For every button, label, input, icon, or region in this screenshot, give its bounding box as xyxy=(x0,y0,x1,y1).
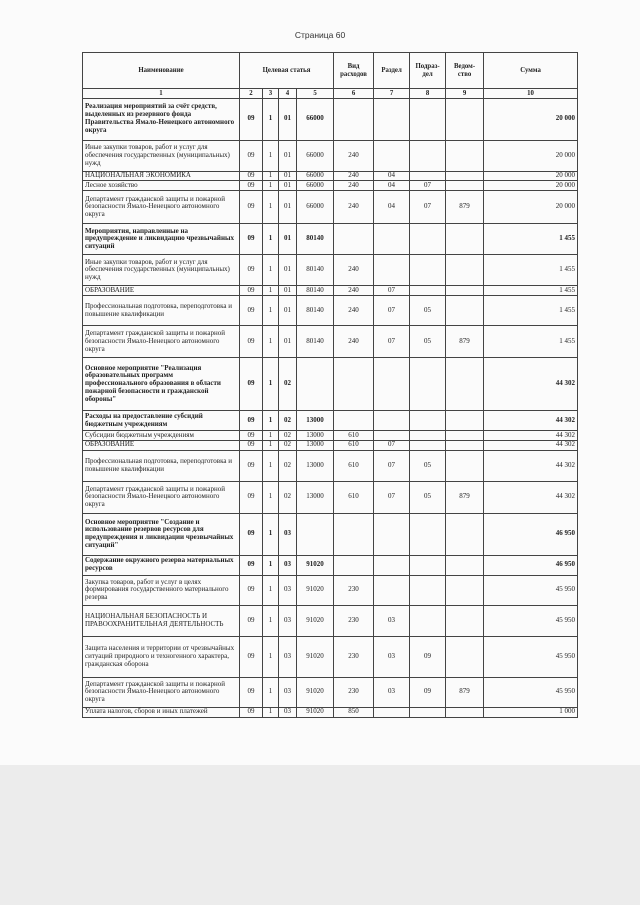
department-cell xyxy=(446,636,484,677)
row-name-cell: Основное мероприятие "Реализация образовательных программ профессионального образования в области пожарной безопасности и гражданской обороны" xyxy=(83,358,240,411)
subsection-cell: 05 xyxy=(410,481,446,513)
header-section: Раздел xyxy=(374,53,410,89)
subsection-cell xyxy=(410,358,446,411)
subprogram-code-cell: 1 xyxy=(263,677,279,707)
row-name-cell: ОБРАЗОВАНИЕ xyxy=(83,440,240,450)
expense-type-cell: 850 xyxy=(334,707,374,717)
subsection-cell xyxy=(410,440,446,450)
table-row xyxy=(83,326,578,358)
row-name-cell: Департамент гражданской защиты и пожарной безопасности Ямало-Ненецкого автономного округа xyxy=(83,677,240,707)
gov-program-code-cell: 09 xyxy=(240,707,263,717)
amount-cell: 44 302 xyxy=(484,450,578,481)
header-amount: Сумма xyxy=(484,53,578,89)
department-cell xyxy=(446,513,484,555)
subsection-cell: 05 xyxy=(410,296,446,326)
gov-program-code-cell: 09 xyxy=(240,481,263,513)
subprogram-code-cell: 1 xyxy=(263,513,279,555)
column-number: 3 xyxy=(263,89,279,99)
section-cell xyxy=(374,431,410,441)
subsection-cell: 09 xyxy=(410,636,446,677)
section-cell: 07 xyxy=(374,326,410,358)
row-name-cell: НАЦИОНАЛЬНАЯ ЭКОНОМИКА xyxy=(83,171,240,181)
gov-program-code-cell: 09 xyxy=(240,605,263,636)
gov-program-code-cell: 09 xyxy=(240,326,263,358)
budget-table xyxy=(82,52,578,718)
department-cell: 879 xyxy=(446,677,484,707)
subsection-cell: 05 xyxy=(410,326,446,358)
subsection-cell: 07 xyxy=(410,181,446,191)
main-event-code-cell: 01 xyxy=(279,140,297,171)
direction-code-cell: 80140 xyxy=(297,326,334,358)
main-event-code-cell: 01 xyxy=(279,286,297,296)
expense-type-cell: 240 xyxy=(334,326,374,358)
department-cell: 879 xyxy=(446,481,484,513)
table-row xyxy=(83,411,578,431)
subprogram-code-cell: 1 xyxy=(263,224,279,255)
expense-type-cell: 240 xyxy=(334,286,374,296)
direction-code-cell: 91020 xyxy=(297,707,334,717)
subprogram-code-cell: 1 xyxy=(263,98,279,140)
gov-program-code-cell: 09 xyxy=(240,255,263,286)
main-event-code-cell: 03 xyxy=(279,513,297,555)
table-row xyxy=(83,191,578,224)
subsection-cell xyxy=(410,140,446,171)
amount-cell: 1 455 xyxy=(484,286,578,296)
main-event-code-cell: 03 xyxy=(279,707,297,717)
gov-program-code-cell: 09 xyxy=(240,677,263,707)
department-cell xyxy=(446,555,484,575)
main-event-code-cell: 02 xyxy=(279,358,297,411)
header-subsection: Подраз-дел xyxy=(410,53,446,89)
expense-type-cell: 240 xyxy=(334,296,374,326)
direction-code-cell: 91020 xyxy=(297,575,334,605)
table-row xyxy=(83,286,578,296)
direction-code-cell: 13000 xyxy=(297,431,334,441)
amount-cell: 46 950 xyxy=(484,555,578,575)
amount-cell: 44 302 xyxy=(484,358,578,411)
row-name-cell: Расходы на предоставление субсидий бюджетным учреждениям xyxy=(83,411,240,431)
gov-program-code-cell: 09 xyxy=(240,171,263,181)
main-event-code-cell: 01 xyxy=(279,98,297,140)
main-event-code-cell: 03 xyxy=(279,575,297,605)
subsection-cell: 05 xyxy=(410,450,446,481)
subprogram-code-cell: 1 xyxy=(263,555,279,575)
subprogram-code-cell: 1 xyxy=(263,605,279,636)
subprogram-code-cell: 1 xyxy=(263,296,279,326)
gov-program-code-cell: 09 xyxy=(240,286,263,296)
subprogram-code-cell: 1 xyxy=(263,140,279,171)
column-number: 2 xyxy=(240,89,263,99)
gov-program-code-cell: 09 xyxy=(240,181,263,191)
row-name-cell: Основное мероприятие "Создание и использование резервов ресурсов для предупреждения и ликвидации чрезвычайных ситуаций" xyxy=(83,513,240,555)
expense-type-cell: 610 xyxy=(334,450,374,481)
subprogram-code-cell: 1 xyxy=(263,286,279,296)
table-row xyxy=(83,255,578,286)
column-number: 5 xyxy=(297,89,334,99)
section-cell: 03 xyxy=(374,677,410,707)
amount-cell: 1 000 xyxy=(484,707,578,717)
table-row xyxy=(83,98,578,140)
gov-program-code-cell: 09 xyxy=(240,636,263,677)
amount-cell: 44 302 xyxy=(484,431,578,441)
section-cell xyxy=(374,555,410,575)
header-expense-type: Вид расходов xyxy=(334,53,374,89)
section-cell: 07 xyxy=(374,440,410,450)
subprogram-code-cell: 1 xyxy=(263,431,279,441)
expense-type-cell: 610 xyxy=(334,481,374,513)
header-department: Ведом-ство xyxy=(446,53,484,89)
subsection-cell xyxy=(410,98,446,140)
table-row xyxy=(83,513,578,555)
row-name-cell: Лесное хозяйство xyxy=(83,181,240,191)
amount-cell: 45 950 xyxy=(484,636,578,677)
subsection-cell: 07 xyxy=(410,191,446,224)
amount-cell: 45 950 xyxy=(484,575,578,605)
subsection-cell xyxy=(410,605,446,636)
column-number: 4 xyxy=(279,89,297,99)
gov-program-code-cell: 09 xyxy=(240,513,263,555)
expense-type-cell xyxy=(334,224,374,255)
department-cell xyxy=(446,431,484,441)
table-row xyxy=(83,296,578,326)
subsection-cell xyxy=(410,171,446,181)
direction-code-cell: 91020 xyxy=(297,677,334,707)
gov-program-code-cell: 09 xyxy=(240,431,263,441)
subsection-cell xyxy=(410,555,446,575)
amount-cell: 44 302 xyxy=(484,411,578,431)
subprogram-code-cell: 1 xyxy=(263,707,279,717)
row-name-cell: Департамент гражданской защиты и пожарной безопасности Ямало-Ненецкого автономного округа xyxy=(83,191,240,224)
main-event-code-cell: 02 xyxy=(279,450,297,481)
amount-cell: 45 950 xyxy=(484,677,578,707)
department-cell xyxy=(446,358,484,411)
row-name-cell: Иные закупки товаров, работ и услуг для обеспечения государственных (муниципальных) нужд xyxy=(83,140,240,171)
main-event-code-cell: 02 xyxy=(279,440,297,450)
department-cell xyxy=(446,286,484,296)
department-cell xyxy=(446,605,484,636)
main-event-code-cell: 02 xyxy=(279,431,297,441)
row-name-cell: Департамент гражданской защиты и пожарной безопасности Ямало-Ненецкого автономного округа xyxy=(83,326,240,358)
subprogram-code-cell: 1 xyxy=(263,575,279,605)
subprogram-code-cell: 1 xyxy=(263,450,279,481)
direction-code-cell: 91020 xyxy=(297,636,334,677)
expense-type-cell: 240 xyxy=(334,140,374,171)
row-name-cell: Иные закупки товаров, работ и услуг для обеспечения государственных (муниципальных) нужд xyxy=(83,255,240,286)
subsection-cell xyxy=(410,707,446,717)
direction-code-cell xyxy=(297,513,334,555)
section-cell: 04 xyxy=(374,181,410,191)
department-cell xyxy=(446,411,484,431)
gov-program-code-cell: 09 xyxy=(240,191,263,224)
row-name-cell: Профессиональная подготовка, переподготовка и повышение квалификации xyxy=(83,296,240,326)
row-name-cell: Содержание окружного резерва материальных ресурсов xyxy=(83,555,240,575)
direction-code-cell: 91020 xyxy=(297,555,334,575)
section-cell xyxy=(374,140,410,171)
amount-cell: 1 455 xyxy=(484,326,578,358)
gov-program-code-cell: 09 xyxy=(240,296,263,326)
expense-type-cell: 230 xyxy=(334,677,374,707)
section-cell: 07 xyxy=(374,286,410,296)
gov-program-code-cell: 09 xyxy=(240,450,263,481)
main-event-code-cell: 01 xyxy=(279,181,297,191)
amount-cell: 1 455 xyxy=(484,224,578,255)
subsection-cell xyxy=(410,513,446,555)
expense-type-cell: 230 xyxy=(334,575,374,605)
direction-code-cell: 66000 xyxy=(297,181,334,191)
department-cell: 879 xyxy=(446,326,484,358)
subprogram-code-cell: 1 xyxy=(263,171,279,181)
direction-code-cell: 66000 xyxy=(297,98,334,140)
column-number: 6 xyxy=(334,89,374,99)
main-event-code-cell: 01 xyxy=(279,255,297,286)
table-row xyxy=(83,481,578,513)
expense-type-cell xyxy=(334,513,374,555)
subsection-cell xyxy=(410,286,446,296)
section-cell xyxy=(374,358,410,411)
table-row xyxy=(83,636,578,677)
gov-program-code-cell: 09 xyxy=(240,98,263,140)
row-name-cell: Закупка товаров, работ и услуг в целях формирования государственного материального резерва xyxy=(83,575,240,605)
subprogram-code-cell: 1 xyxy=(263,411,279,431)
table-row xyxy=(83,431,578,441)
direction-code-cell: 80140 xyxy=(297,255,334,286)
subprogram-code-cell: 1 xyxy=(263,636,279,677)
amount-cell: 46 950 xyxy=(484,513,578,555)
expense-type-cell: 240 xyxy=(334,171,374,181)
department-cell xyxy=(446,181,484,191)
section-cell: 07 xyxy=(374,450,410,481)
main-event-code-cell: 01 xyxy=(279,191,297,224)
subsection-cell xyxy=(410,575,446,605)
table-row xyxy=(83,450,578,481)
expense-type-cell: 240 xyxy=(334,191,374,224)
direction-code-cell: 80140 xyxy=(297,296,334,326)
direction-code-cell: 13000 xyxy=(297,440,334,450)
subprogram-code-cell: 1 xyxy=(263,181,279,191)
table-row xyxy=(83,358,578,411)
direction-code-cell: 13000 xyxy=(297,481,334,513)
direction-code-cell: 80140 xyxy=(297,224,334,255)
main-event-code-cell: 01 xyxy=(279,296,297,326)
section-cell: 03 xyxy=(374,636,410,677)
table-row xyxy=(83,575,578,605)
gov-program-code-cell: 09 xyxy=(240,555,263,575)
main-event-code-cell: 03 xyxy=(279,605,297,636)
expense-type-cell: 610 xyxy=(334,440,374,450)
section-cell xyxy=(374,98,410,140)
row-name-cell: Защита населения и территории от чрезвычайных ситуаций природного и техногенного характера, гражданская оборона xyxy=(83,636,240,677)
section-cell xyxy=(374,707,410,717)
department-cell xyxy=(446,575,484,605)
section-cell xyxy=(374,575,410,605)
table-row xyxy=(83,140,578,171)
header-name: Наименование xyxy=(83,53,240,89)
header-target-article: Целевая статья xyxy=(240,53,334,89)
table-row xyxy=(83,181,578,191)
column-number: 10 xyxy=(484,89,578,99)
expense-type-cell: 230 xyxy=(334,636,374,677)
gov-program-code-cell: 09 xyxy=(240,440,263,450)
subsection-cell xyxy=(410,411,446,431)
amount-cell: 20 000 xyxy=(484,98,578,140)
table-row xyxy=(83,707,578,717)
amount-cell: 20 000 xyxy=(484,171,578,181)
subsection-cell: 09 xyxy=(410,677,446,707)
column-number: 8 xyxy=(410,89,446,99)
main-event-code-cell: 02 xyxy=(279,411,297,431)
section-cell: 04 xyxy=(374,171,410,181)
table-row xyxy=(83,224,578,255)
table-row xyxy=(83,440,578,450)
table-header-row xyxy=(83,53,578,89)
table-row xyxy=(83,605,578,636)
section-cell: 03 xyxy=(374,605,410,636)
row-name-cell: Субсидии бюджетным учреждениям xyxy=(83,431,240,441)
table-row xyxy=(83,171,578,181)
direction-code-cell: 13000 xyxy=(297,411,334,431)
expense-type-cell xyxy=(334,358,374,411)
section-cell xyxy=(374,255,410,286)
expense-type-cell: 240 xyxy=(334,181,374,191)
department-cell xyxy=(446,224,484,255)
table-row xyxy=(83,555,578,575)
expense-type-cell xyxy=(334,98,374,140)
direction-code-cell: 80140 xyxy=(297,286,334,296)
section-cell xyxy=(374,513,410,555)
amount-cell: 20 000 xyxy=(484,181,578,191)
column-number: 1 xyxy=(83,89,240,99)
row-name-cell: Профессиональная подготовка, переподготовка и повышение квалификации xyxy=(83,450,240,481)
amount-cell: 20 000 xyxy=(484,140,578,171)
department-cell xyxy=(446,450,484,481)
section-cell xyxy=(374,224,410,255)
amount-cell: 1 455 xyxy=(484,296,578,326)
direction-code-cell: 91020 xyxy=(297,605,334,636)
main-event-code-cell: 01 xyxy=(279,326,297,358)
row-name-cell: НАЦИОНАЛЬНАЯ БЕЗОПАСНОСТЬ И ПРАВООХРАНИТЕЛЬНАЯ ДЕЯТЕЛЬНОСТЬ xyxy=(83,605,240,636)
column-number-row xyxy=(83,89,578,99)
column-number: 7 xyxy=(374,89,410,99)
gov-program-code-cell: 09 xyxy=(240,575,263,605)
amount-cell: 44 302 xyxy=(484,440,578,450)
section-cell: 04 xyxy=(374,191,410,224)
expense-type-cell: 610 xyxy=(334,431,374,441)
row-name-cell: Уплата налогов, сборов и иных платежей xyxy=(83,707,240,717)
column-number: 9 xyxy=(446,89,484,99)
table-row xyxy=(83,677,578,707)
gov-program-code-cell: 09 xyxy=(240,358,263,411)
row-name-cell: Реализация мероприятий за счёт средств, выделенных из резервного фонда Правительства Ямало-Ненецкого автономного округа xyxy=(83,98,240,140)
amount-cell: 45 950 xyxy=(484,605,578,636)
department-cell xyxy=(446,98,484,140)
main-event-code-cell: 03 xyxy=(279,555,297,575)
expense-type-cell: 230 xyxy=(334,605,374,636)
main-event-code-cell: 03 xyxy=(279,636,297,677)
subprogram-code-cell: 1 xyxy=(263,255,279,286)
subprogram-code-cell: 1 xyxy=(263,440,279,450)
main-event-code-cell: 01 xyxy=(279,171,297,181)
page-number-label: Страница 60 xyxy=(294,30,346,40)
amount-cell: 20 000 xyxy=(484,191,578,224)
main-event-code-cell: 01 xyxy=(279,224,297,255)
expense-type-cell xyxy=(334,411,374,431)
department-cell xyxy=(446,255,484,286)
section-cell xyxy=(374,411,410,431)
direction-code-cell: 66000 xyxy=(297,171,334,181)
subprogram-code-cell: 1 xyxy=(263,358,279,411)
section-cell: 07 xyxy=(374,296,410,326)
gov-program-code-cell: 09 xyxy=(240,411,263,431)
direction-code-cell: 66000 xyxy=(297,191,334,224)
section-cell: 07 xyxy=(374,481,410,513)
expense-type-cell: 240 xyxy=(334,255,374,286)
subprogram-code-cell: 1 xyxy=(263,481,279,513)
main-event-code-cell: 02 xyxy=(279,481,297,513)
gov-program-code-cell: 09 xyxy=(240,224,263,255)
department-cell xyxy=(446,140,484,171)
direction-code-cell: 66000 xyxy=(297,140,334,171)
amount-cell: 1 455 xyxy=(484,255,578,286)
row-name-cell: Департамент гражданской защиты и пожарной безопасности Ямало-Ненецкого автономного округа xyxy=(83,481,240,513)
department-cell xyxy=(446,296,484,326)
department-cell xyxy=(446,440,484,450)
direction-code-cell xyxy=(297,358,334,411)
subprogram-code-cell: 1 xyxy=(263,326,279,358)
subprogram-code-cell: 1 xyxy=(263,191,279,224)
department-cell: 879 xyxy=(446,191,484,224)
subsection-cell xyxy=(410,255,446,286)
gov-program-code-cell: 09 xyxy=(240,140,263,171)
main-event-code-cell: 03 xyxy=(279,677,297,707)
direction-code-cell: 13000 xyxy=(297,450,334,481)
expense-type-cell xyxy=(334,555,374,575)
amount-cell: 44 302 xyxy=(484,481,578,513)
row-name-cell: Мероприятия, направленные на предупреждение и ликвидацию чрезвычайных ситуаций xyxy=(83,224,240,255)
department-cell xyxy=(446,707,484,717)
subsection-cell xyxy=(410,431,446,441)
subsection-cell xyxy=(410,224,446,255)
row-name-cell: ОБРАЗОВАНИЕ xyxy=(83,286,240,296)
department-cell xyxy=(446,171,484,181)
